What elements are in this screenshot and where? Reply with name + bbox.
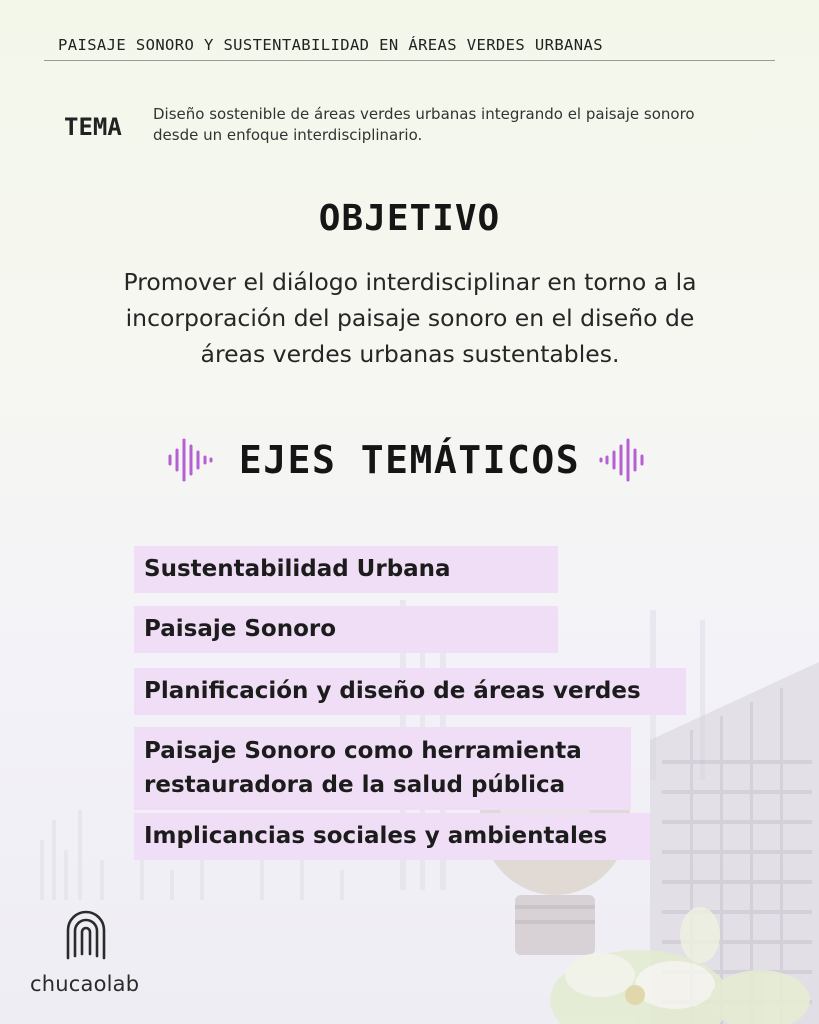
tema-text: Diseño sostenible de áreas verdes urbanas integrando el paisaje sonoro desde un enfoque interdisciplinario. [153, 105, 695, 144]
tema-label: TEMA [64, 113, 122, 141]
objetivo-heading: OBJETIVO [318, 198, 501, 239]
brand-logo-text: chucaolab [30, 972, 140, 996]
fingerprint-arch-icon [62, 906, 110, 966]
eje-item: Implicancias sociales y ambientales [134, 813, 650, 860]
header-title: PAISAJE SONORO Y SUSTENTABILIDAD EN ÁREAS VERDES URBANAS [58, 36, 603, 54]
eje-item: Paisaje Sonoro [134, 606, 558, 653]
eje-item: Sustentabilidad Urbana [134, 546, 558, 593]
objetivo-text: Promover el diálogo interdisciplinar en torno a la incorporación del paisaje sonoro en el diseño de áreas verdes urbanas sustentables. [123, 268, 697, 368]
eje-item: Planificación y diseño de áreas verdes [134, 668, 686, 715]
eje-item: Paisaje Sonoro como herramienta restauradora de la salud pública [134, 727, 631, 810]
ejes-heading: EJES TEMÁTICOS [238, 438, 581, 482]
soundwave-icon [598, 436, 646, 484]
header-divider [44, 60, 775, 61]
